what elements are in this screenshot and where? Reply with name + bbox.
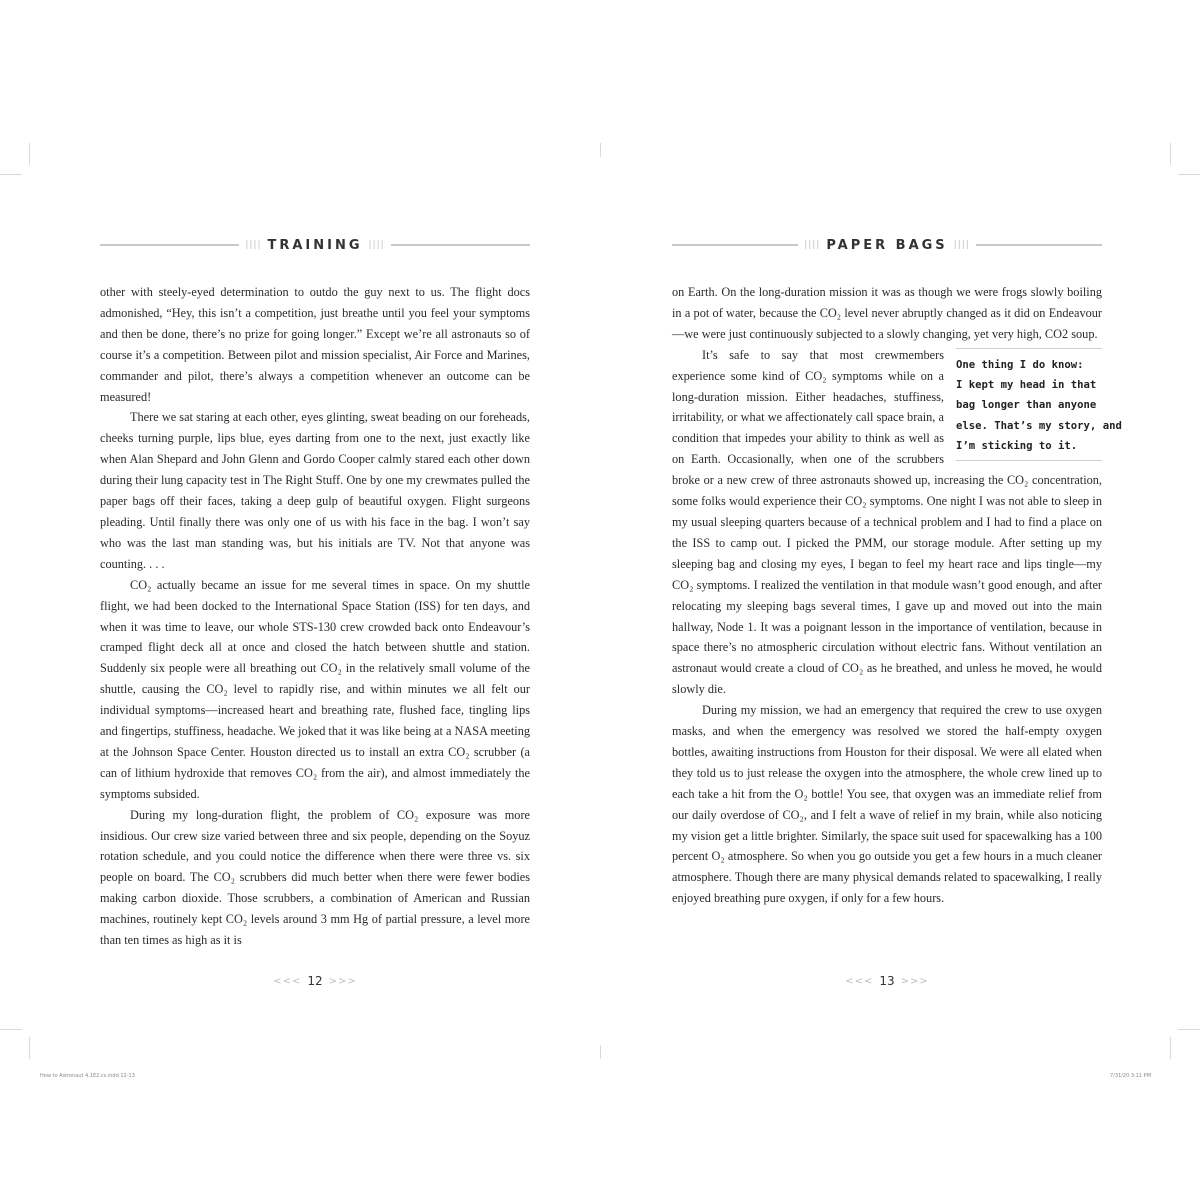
paragraph: CO₂ actually became an issue for me several times in space. On my shuttle flight, we had been docked to the International Space Station (ISS) for ten days, and when it was time to leave, our whole STS-130 crew crowded back onto Endeavour’s cramped flight deck all at once and closed the hatch between shuttle and station. Suddenly six people were all breathing out CO₂ in the relatively small volume of the shuttle, causing the CO₂ level to rapidly rise, and within minutes we all felt our individual symptoms—increased heart and breathing rate, flushed face, tingling lips and fingertips, stuffiness, headache. We joked that it was like being at a NASA meeting at the Johnson Space Center. Houston directed us to install an extra CO₂ scrubber (a can of lithium hydroxide that removes CO₂ from the air), and almost immediately the symptoms subsided. bbox=[100, 577, 530, 801]
paragraph-with-pull-quote bbox=[672, 345, 1122, 700]
header-ticks: |||| bbox=[953, 240, 970, 250]
page-number: 13 bbox=[879, 974, 895, 988]
header-rule bbox=[391, 244, 530, 246]
running-header-left bbox=[100, 237, 530, 253]
pull-quote-line: I kept my head in that bbox=[956, 379, 1097, 392]
paragraph-text: It’s safe to say that most crewmembers experience some kind of CO₂ symptoms while on a long-duration mission. Either headaches, stuffiness, irritability, or what we affectionately call space brain, a condition that impedes your ability to think as well as on Earth. Occasionally, when one of the scrubbers broke or a new crew of three astronauts showed up, increasing the CO₂ concentration, some folks would experience their CO₂ symptoms. One night I was not able to sleep in my usual sleeping quarters because of a technical problem and I had to find a place on the ISS to camp out. I picked the PMM, our storage module. After setting up my sleeping bag and closing my eyes, I began to feel my heart race and lips tingle—my CO₂ symptoms. I realized the ventilation in that module wasn’t good enough, and after relocating my sleeping bags several times, I gave up and moved out into the main hallway, Node 1. It was a poignant lesson in the importance of ventilation, because in space there’s no atmospheric circulation without electric fans. Without ventilation an astronaut would create a cloud of CO₂ as he breathed, and unless he moved, he would slowly die. bbox=[672, 347, 1102, 697]
paragraph: During my mission, we had an emergency that required the crew to use oxygen masks, and when the emergency was resolved we stored the half-empty oxygen bottles, awaiting instructions from Houston for their disposal. We were all elated when they told us to just release the oxygen into the atmosphere, the whole crew lined up to each take a hit from the O₂ bottle! You see, that oxygen was an immediate relief from our daily overdose of CO₂, and I felt a wave of relief in my brain, while also noticing my vision get a little brighter. Similarly, the space suit used for spacewalking has a 100 percent O₂ atmosphere. So when you go outside you get a few hours in a much cleaner atmosphere. Though there are many physical demands related to spacewalking, I really enjoyed breathing pure oxygen, if only for a few hours. bbox=[672, 703, 1102, 906]
paragraph: other with steely-eyed determination to outdo the guy next to us. The flight docs admonished, “Hey, this isn’t a competition, just breathe until you feel your symptoms and then be done, there’s no prize for going longer.” Except we’re all astronauts so of course it’s a competition. Between pilot and mission specialist, Air Force and Marines, commander and pilot, there’s always a competition whenever an outcome can be measured! bbox=[100, 285, 530, 404]
folio-right bbox=[787, 974, 987, 988]
header-rule bbox=[976, 244, 1102, 246]
body-text-right bbox=[672, 282, 1122, 909]
folio-arrows-left: <<< bbox=[845, 975, 874, 987]
paragraph: There we sat staring at each other, eyes glinting, sweat beading on our foreheads, cheeks turning purple, lips blue, eyes darting from one to the next, just exactly like when Alan Shepard and John Glenn and Gordo Cooper calmly stared each other down during their lung capacity test in The Right Stuff. One by one my crewmates pulled the paper bags off their faces, taking a deep gulp of beautiful oxygen. Flight surgeons pleading. Until finally there was only one of us with his face in the bag. I won’t say who was the last man standing was, but his initials are TV. Not that anyone was counting. . . . bbox=[100, 410, 530, 571]
header-ticks: |||| bbox=[368, 240, 385, 250]
header-ticks: |||| bbox=[245, 240, 262, 250]
folio-arrows-right: >>> bbox=[900, 975, 929, 987]
running-head-title: TRAINING bbox=[267, 237, 363, 253]
pull-quote-line: One thing I do know: bbox=[956, 358, 1084, 371]
printer-slug-left: How to Astronaut 4.1E2.cs.indd 12-13 bbox=[40, 1073, 135, 1079]
folio-left bbox=[215, 974, 415, 988]
running-header-right bbox=[672, 237, 1102, 253]
paragraph: on Earth. On the long-duration mission it was as though we were frogs slowly boiling in a pot of water, because the CO₂ level never abruptly changed as it did on Endeavour—we were just continuously subjected to a slowly changing, yet very high, CO2 soup. bbox=[672, 285, 1102, 341]
page-number: 12 bbox=[307, 974, 323, 988]
folio-arrows-right: >>> bbox=[328, 975, 357, 987]
header-rule bbox=[100, 244, 239, 246]
pull-quote bbox=[956, 348, 1122, 461]
paragraph: During my long-duration flight, the problem of CO₂ exposure was more insidious. Our crew size varied between three and six people, depending on the Soyuz rotation schedule, and you could notice the difference when there were three vs. six people on board. The CO₂ scrubbers did much better when there were fewer bodies making carbon dioxide. Those scrubbers, a combination of American and Russian machines, routinely kept CO₂ levels around 3 mm Hg of partial pressure, a level more than ten times as high as it is bbox=[100, 807, 530, 948]
body-text-left bbox=[100, 282, 530, 951]
right-page bbox=[600, 0, 1200, 1200]
pull-quote-line: I’m sticking to it. bbox=[956, 439, 1078, 452]
pull-quote-line: bag longer than anyone bbox=[956, 399, 1097, 412]
pull-quote-line: else. That’s my story, and bbox=[956, 419, 1122, 432]
running-head-title: PAPER BAGS bbox=[826, 237, 948, 253]
printer-slug-right: 7/31/20 3:11 PM bbox=[1110, 1073, 1152, 1079]
header-rule bbox=[672, 244, 798, 246]
folio-arrows-left: <<< bbox=[273, 975, 302, 987]
header-ticks: |||| bbox=[804, 240, 821, 250]
